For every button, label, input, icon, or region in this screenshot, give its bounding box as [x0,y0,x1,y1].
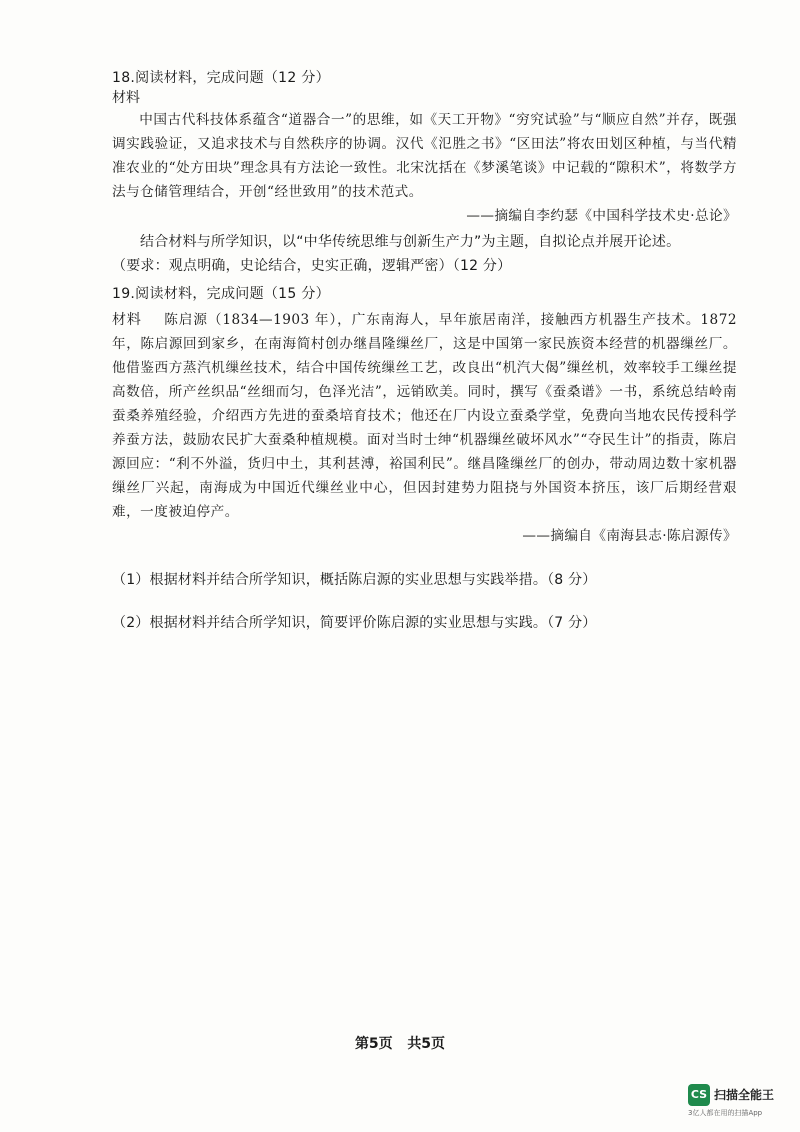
question-18-material-label: 材料 [112,90,140,106]
question-18-requirement: （要求：观点明确，史论结合，史实正确，逻辑严密）（12 分） [112,258,512,274]
question-19-sub1: （1）根据材料并结合所学知识，概括陈启源的实业思想与实践举措。（8 分） [112,572,597,588]
page-number: 第5页 [354,1036,393,1052]
page-footer [0,1033,800,1053]
watermark-name: 扫描全能王 [714,1088,775,1102]
page-total: 共5页 [407,1036,446,1052]
question-19-header: 19.阅读材料，完成问题（15 分） [112,286,330,302]
question-19-material: 陈启源（1834—1903 年），广东南海人，早年旅居南洋，接触西方机器生产技术。1872 年，陈启源回到家乡，在南海简村创办继昌隆缫丝厂，这是中国第一家民族资本经营的机器缫丝厂。他借鉴西方蒸汽机缫丝技术，结合中国传统缫丝工艺，改良出“机汽大偈”缫丝机，效率较手工缫丝提高数倍，所产丝织品“丝细而匀，色泽光洁”，远销欧美。同时，撰写《蚕桑谱》一书，系统总结岭南蚕桑养殖经验，介绍西方先进的蚕桑培育技术；他还在厂内设立蚕桑学堂，免费向当地农民传授科学养蚕方法，鼓励农民扩大蚕桑种植规模。面对当时士绅“机器缫丝破坏风水”“夺民生计”的指责，陈启源回应：“利不外溢，货归中土，其利甚溥，裕国利民”。继昌隆缫丝厂的创办，带动周边数十家机器缫丝厂兴起，南海成为中国近代缫丝业中心，但因封建势力阻挠与外国资本挤压，该厂后期经营艰难，一度被迫停产。 [112,312,737,520]
question-18-task: 结合材料与所学知识，以“中华传统思维与创新生产力”为主题，自拟论点并展开论述。 [140,234,681,250]
scanner-watermark [688,1084,788,1120]
question-18-source: ——摘编自李约瑟《中国科学技术史·总论》 [466,208,737,224]
watermark-tagline: 3亿人都在用的扫描App [688,1109,763,1117]
question-19-sub2: （2）根据材料并结合所学知识，简要评价陈启源的实业思想与实践。（7 分） [112,615,597,631]
question-19-material-label: 材料 [112,312,142,328]
question-19 [112,284,737,548]
question-19-source: ——摘编自《南海县志·陈启源传》 [522,528,737,544]
question-18-header: 18.阅读材料，完成问题（12 分） [112,70,330,86]
question-19-material-block [112,308,737,524]
question-18 [112,68,737,278]
camscanner-logo-icon: CS [688,1084,710,1106]
question-18-material: 中国古代科技体系蕴含“道器合一”的思维，如《天工开物》“穷究试验”与“顺应自然”并存，既强调实践验证，又追求技术与自然秩序的协调。汉代《氾胜之书》“区田法”将农田划区种植，与当代精准农业的“处方田块”理念具有方法论一致性。北宋沈括在《梦溪笔谈》中记载的“隙积术”，将数学方法与仓储管理结合，开创“经世致用”的技术范式。 [112,112,737,200]
